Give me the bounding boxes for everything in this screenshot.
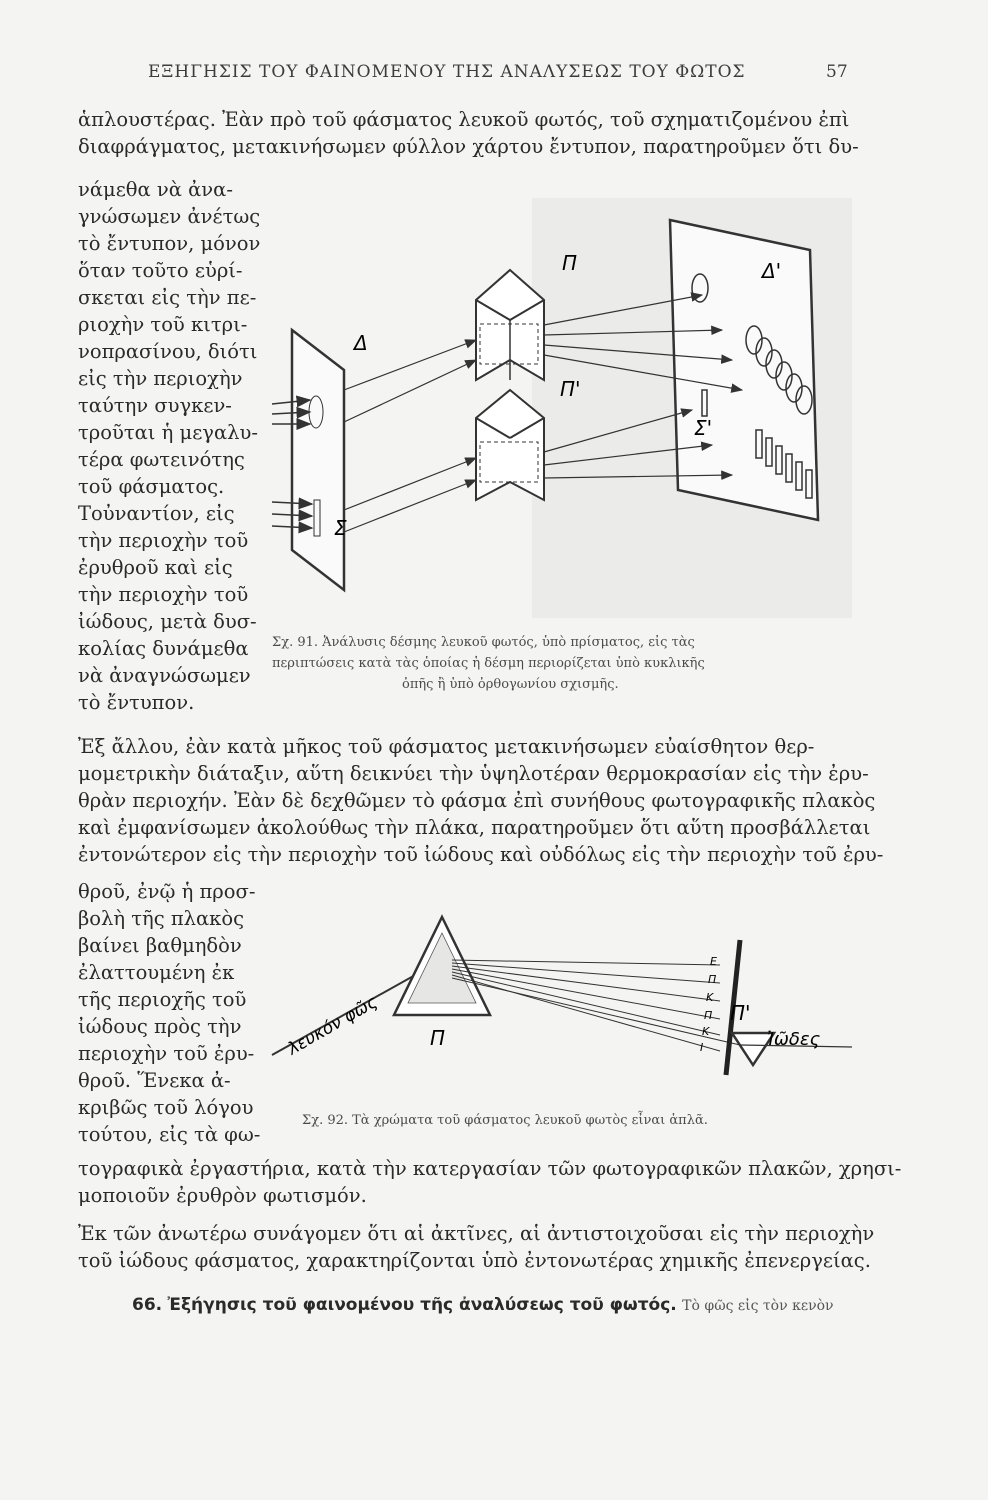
- figure-92-caption: Σχ. 92. Τὰ χρώματα τοῦ φάσματος λευκοῦ φωτὸς εἶναι ἁπλᾶ.: [302, 1113, 708, 1128]
- text-line: τὴν περιοχὴν τοῦ: [78, 583, 249, 606]
- text-line: μομετρικὴν διάταξιν, αὕτη δεικνύει τὴν ὑψηλοτέραν θερμοκρασίαν εἰς τὴν ἐρυ-: [78, 762, 869, 785]
- text-line: εἰς τὴν περιοχὴν: [78, 367, 243, 390]
- text-line: βολὴ τῆς πλακὸς: [78, 907, 245, 930]
- label-sigma: Σ: [334, 516, 347, 540]
- text-line: ὅταν τοῦτο εὑρί-: [78, 259, 243, 282]
- text-line: μοποιοῦν ἐρυθρὸν φωτισμόν.: [78, 1184, 367, 1207]
- text-line: θρὰν περιοχήν. Ἐὰν δὲ δεχθῶμεν τὸ φάσμα ἐπὶ συνήθους φωτογραφικῆς πλακὸς: [78, 789, 876, 812]
- color-label: Π: [704, 1009, 713, 1022]
- text-line: περιοχὴν τοῦ ἐρυ-: [78, 1042, 255, 1065]
- text-line: τούτου, εἰς τὰ φω-: [78, 1123, 261, 1146]
- text-line: διαφράγματος, μετακινήσωμεν φύλλον χάρτου ἔντυπον, παρατηροῦμεν ὅτι δυ-: [78, 135, 859, 158]
- label-violets: Ἰῶδες: [767, 1029, 821, 1050]
- label-pi-prime: Π': [730, 1001, 751, 1025]
- page-number: 57: [826, 62, 848, 82]
- label-pi: Π: [562, 251, 578, 275]
- color-label: Ε: [710, 955, 717, 968]
- text-line: ἐρυθροῦ καὶ εἰς: [78, 556, 233, 579]
- text-line: ἰώδους πρὸς τὴν: [78, 1015, 242, 1038]
- text-line: τέρα φωτεινότης: [78, 448, 245, 471]
- figure-91-caption: ὀπῆς ἢ ὑπὸ ὀρθογωνίου σχισμῆς.: [402, 677, 619, 692]
- text-line: ἰώδους, μετὰ δυσ-: [78, 610, 257, 633]
- text-line: τοῦ ἰώδους φάσματος, χαρακτηρίζονται ὑπὸ ἐντονωτέρας χημικῆς ἐπενεργείας.: [78, 1249, 871, 1272]
- text-line: θροῦ. Ἕνεκα ἀ-: [78, 1069, 231, 1092]
- label-pi-prime: Π': [560, 377, 581, 401]
- text-line: νοπρασίνου, διότι: [78, 340, 258, 363]
- section-text-start: Τὸ φῶς εἰς τὸν κενὸν: [682, 1298, 834, 1314]
- text-line: κολίας δυνάμεθα: [78, 637, 249, 660]
- label-white-light: λευκόν φῶς: [284, 992, 381, 1060]
- text-line: νὰ ἀναγνώσωμεν: [78, 664, 251, 687]
- section-heading: [132, 1295, 834, 1315]
- color-label: Κ: [706, 991, 714, 1004]
- text-line: σκεται εἰς τὴν πε-: [78, 286, 257, 309]
- running-title: ΕΞΗΓΗΣΙΣ ΤΟΥ ΦΑΙΝΟΜΕΝΟΥ ΤΗΣ ΑΝΑΛΥΣΕΩΣ ΤΟΥ ΦΩΤΟΣ: [148, 62, 746, 82]
- text-line: τοῦ φάσματος.: [78, 475, 225, 498]
- section-number: 66.: [132, 1295, 163, 1315]
- text-line: τὸ ἔντυπον, μόνον: [78, 232, 261, 255]
- text-line: τὴν περιοχὴν τοῦ: [78, 529, 249, 552]
- rays-to-prisms: [344, 340, 476, 532]
- figure-91-diagram: [262, 190, 862, 630]
- color-label: Π: [708, 973, 717, 986]
- text-line: τογραφικὰ ἐργαστήρια, κατὰ τὴν κατεργασίαν τῶν φωτογραφικῶν πλακῶν, χρησι-: [78, 1157, 902, 1180]
- label-delta: Δ: [354, 331, 368, 355]
- text-line: τῆς περιοχῆς τοῦ: [78, 988, 247, 1011]
- label-delta-prime: Δ': [762, 259, 782, 283]
- screen-delta: [292, 330, 344, 590]
- text-line: ἐντονώτερον εἰς τὴν περιοχὴν τοῦ ἰώδους καὶ οὐδόλως εἰς τὴν περιοχὴν τοῦ ἐρυ-: [78, 843, 884, 866]
- color-label: Ι: [700, 1041, 704, 1054]
- text-line: τροῦται ἡ μεγαλυ-: [78, 421, 258, 444]
- figure-92-diagram: [262, 905, 862, 1095]
- dispersed-rays: [452, 960, 740, 1051]
- figure-91-caption: περιπτώσεις κατὰ τὰς ὁποίας ἡ δέσμη περιορίζεται ὑπὸ κυκλικῆς: [272, 656, 705, 671]
- text-line: θροῦ, ἐνῷ ἡ προσ-: [78, 880, 256, 903]
- text-line: νάμεθα νὰ ἀνα-: [78, 178, 233, 201]
- text-line: ἐλαττουμένη ἐκ: [78, 961, 235, 984]
- section-title: Ἐξήγησις τοῦ φαινομένου τῆς ἀναλύσεως τοῦ φωτός.: [167, 1295, 677, 1315]
- text-line: καὶ ἐμφανίσωμεν ἀκολούθως τὴν πλάκα, παρατηροῦμεν ὅτι αὕτη προσβάλλεται: [78, 816, 871, 839]
- text-line: κριβῶς τοῦ λόγου: [78, 1096, 254, 1119]
- text-line: Τοὐναντίον, εἰς: [78, 502, 235, 525]
- text-line: βαίνει βαθμηδὸν: [78, 934, 242, 957]
- text-line: ριοχὴν τοῦ κιτρι-: [78, 313, 248, 336]
- text-line: Ἐξ ἄλλου, ἐὰν κατὰ μῆκος τοῦ φάσματος μετακινήσωμεν εὐαίσθητον θερ-: [78, 735, 815, 758]
- label-pi: Π: [430, 1026, 446, 1050]
- prism-pi: [394, 917, 490, 1015]
- text-line: ταύτην συγκεν-: [78, 394, 232, 417]
- text-line: ἁπλουστέρας. Ἐὰν πρὸ τοῦ φάσματος λευκοῦ φωτός, τοῦ σχηματιζομένου ἐπὶ: [78, 108, 850, 131]
- text-line: τὸ ἔντυπον.: [78, 691, 195, 714]
- label-sigma-prime: Σ': [694, 416, 713, 440]
- figure-91-caption: Σχ. 91. Ἀνάλυσις δέσμης λευκοῦ φωτός, ὑπὸ πρίσματος, εἰς τὰς: [272, 635, 695, 650]
- color-label: Κ: [702, 1025, 710, 1038]
- text-line: Ἐκ τῶν ἀνωτέρω συνάγομεν ὅτι αἱ ἀκτῖνες, αἱ ἀντιστοιχοῦσαι εἰς τὴν περιοχὴν: [78, 1222, 875, 1245]
- text-line: γνώσωμεν ἀνέτως: [78, 205, 261, 228]
